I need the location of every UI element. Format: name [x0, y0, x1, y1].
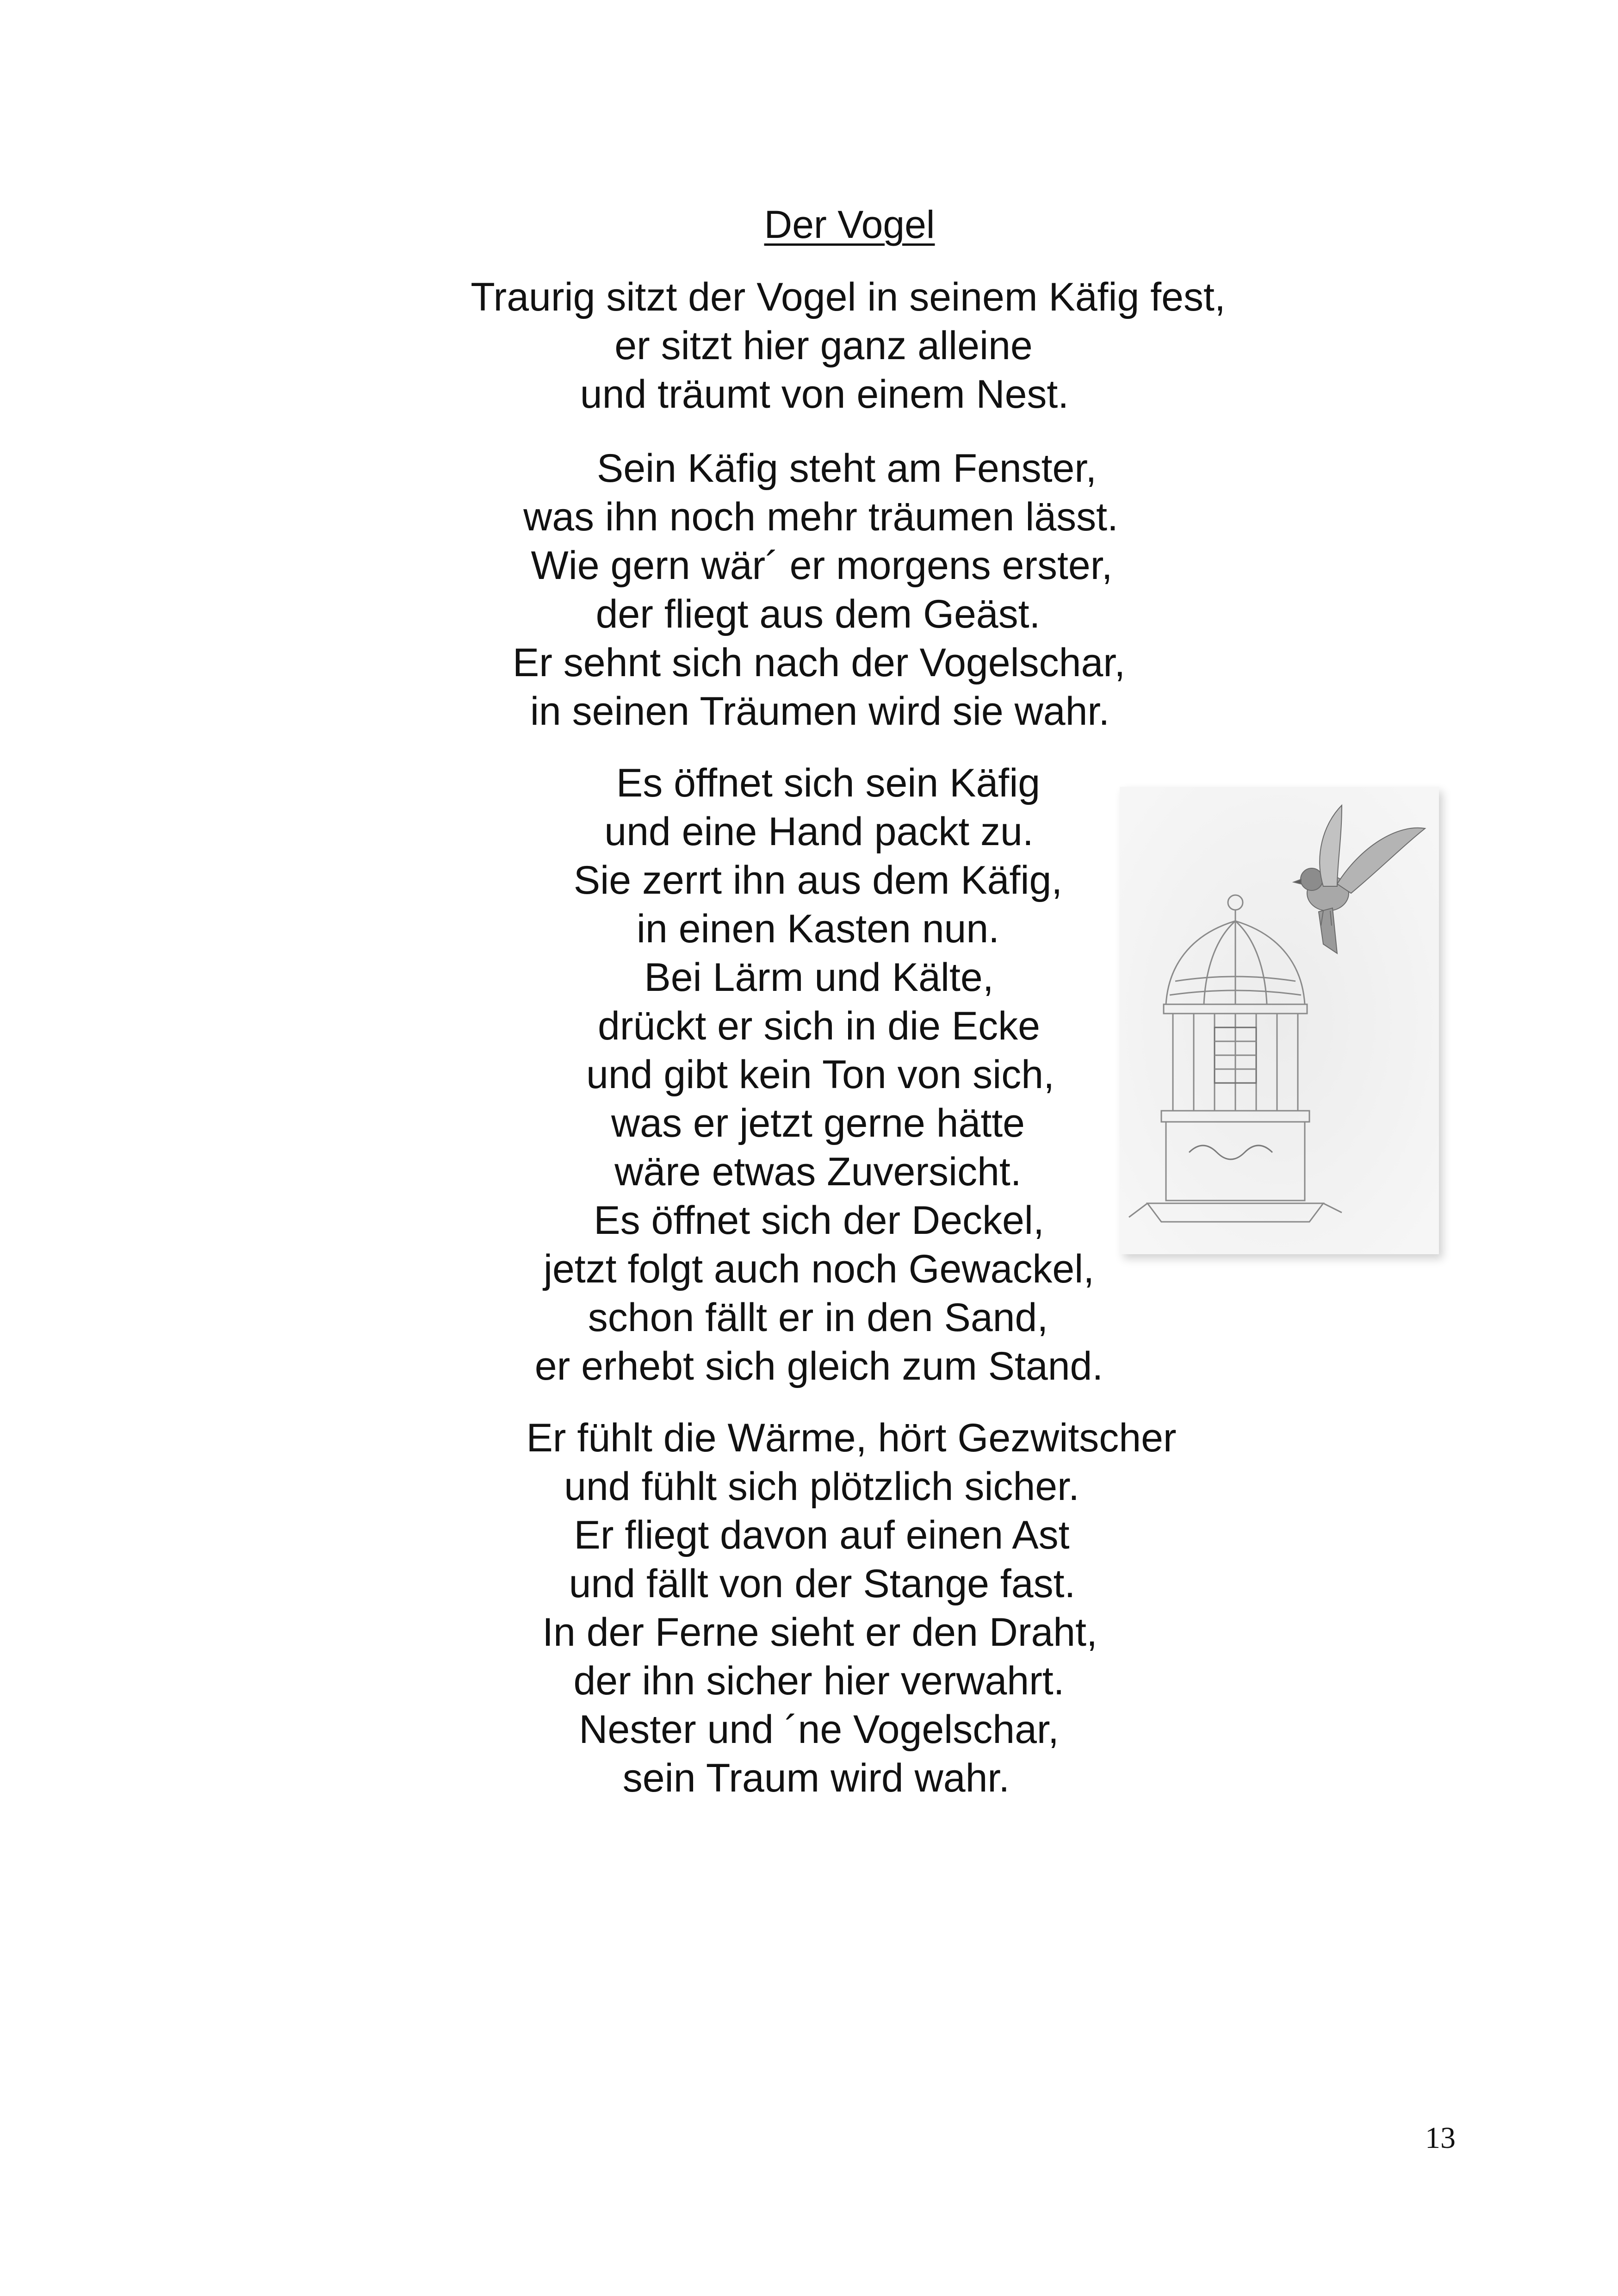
- poem-line: er erhebt sich gleich zum Stand.: [534, 1344, 1103, 1388]
- poem-line: und eine Hand packt zu.: [604, 809, 1034, 854]
- bird-cage-illustration: [1120, 787, 1439, 1254]
- poem-line: jetzt folgt auch noch Gewackel,: [543, 1247, 1095, 1291]
- poem-line: Er sehnt sich nach der Vogelschar,: [512, 641, 1126, 685]
- poem-line: sein Traum wird wahr.: [622, 1756, 1010, 1800]
- poem-line: Sie zerrt ihn aus dem Käfig,: [573, 858, 1063, 902]
- poem-line: und fühlt sich plötzlich sicher.: [564, 1464, 1079, 1509]
- poem-line: Er fliegt davon auf einen Ast: [574, 1513, 1070, 1557]
- poem-line: was ihn noch mehr träumen lässt.: [523, 495, 1118, 539]
- poem-line: Er fühlt die Wärme, hört Gezwitscher: [526, 1416, 1177, 1460]
- bird-cage-icon: [1120, 787, 1439, 1254]
- poem-line: und gibt kein Ton von sich,: [586, 1052, 1054, 1097]
- poem-line: in seinen Träumen wird sie wahr.: [530, 689, 1110, 734]
- page-number: 13: [1425, 2121, 1456, 2155]
- poem-line: Traurig sitzt der Vogel in seinem Käfig fest,: [471, 275, 1226, 319]
- poem-line: der ihn sicher hier verwahrt.: [573, 1659, 1065, 1703]
- poem-line: Es öffnet sich der Deckel,: [594, 1198, 1044, 1243]
- poem-line: Nester und ´ne Vogelschar,: [579, 1707, 1059, 1752]
- poem-line: drückt er sich in die Ecke: [598, 1004, 1040, 1048]
- poem-line: In der Ferne sieht er den Draht,: [542, 1610, 1097, 1655]
- poem-line: Wie gern wär´ er morgens erster,: [531, 543, 1113, 588]
- poem-line: und träumt von einem Nest.: [580, 372, 1069, 417]
- poem-line: und fällt von der Stange fast.: [569, 1562, 1076, 1606]
- poem-line: der fliegt aus dem Geäst.: [595, 592, 1041, 636]
- poem-line: was er jetzt gerne hätte: [611, 1101, 1025, 1145]
- poem-line: Sein Käfig steht am Fenster,: [596, 446, 1097, 491]
- poem-line: in einen Kasten nun.: [636, 907, 1000, 951]
- poem-line: er sitzt hier ganz alleine: [614, 324, 1033, 368]
- poem-line: wäre etwas Zuversicht.: [614, 1150, 1022, 1194]
- poem-title: Der Vogel: [764, 203, 935, 246]
- poem-line: Es öffnet sich sein Käfig: [616, 761, 1041, 805]
- poem-line: schon fällt er in den Sand,: [588, 1295, 1048, 1340]
- poem-line: Bei Lärm und Kälte,: [644, 955, 994, 1000]
